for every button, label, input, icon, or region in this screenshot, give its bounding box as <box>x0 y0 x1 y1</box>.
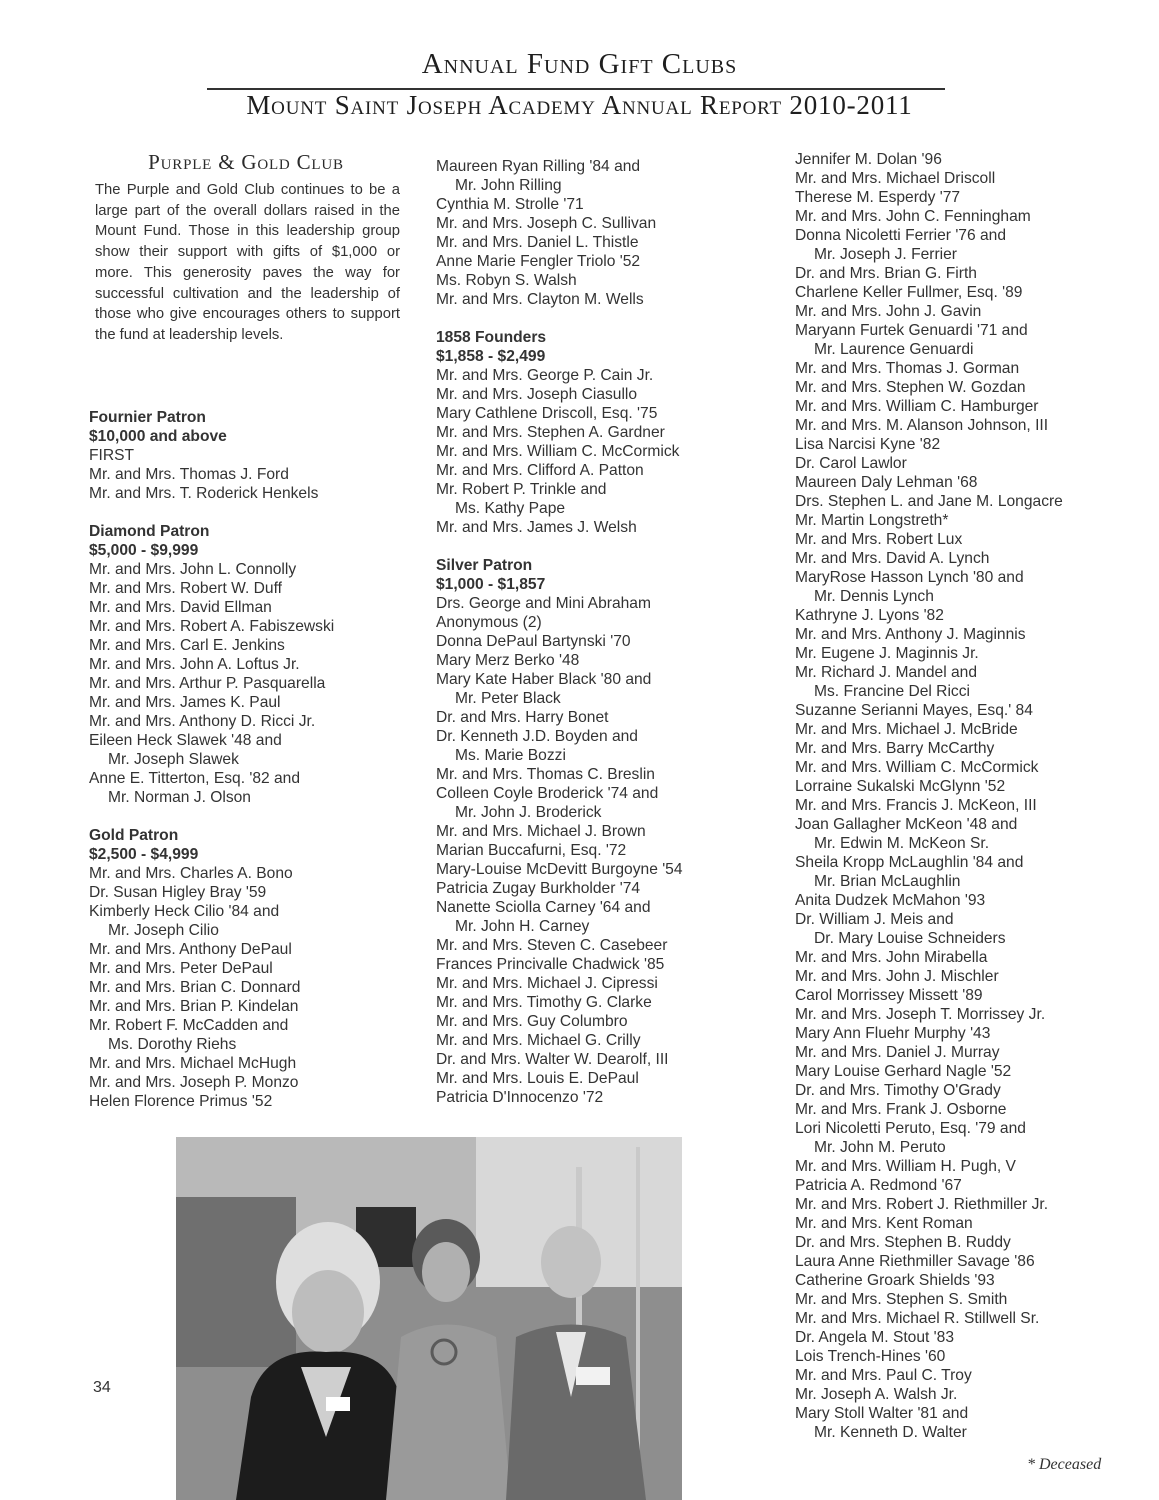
donor-name: Mr. and Mrs. Thomas J. Ford <box>89 466 289 483</box>
donor-name: Mr. and Mrs. James K. Paul <box>89 694 281 711</box>
donor-name: Mr. and Mrs. Barry McCarthy <box>795 740 995 757</box>
donor-name: Mr. and Mrs. William C. McCormick <box>795 759 1039 776</box>
donor-name: Mary Ann Fluehr Murphy '43 <box>795 1025 991 1042</box>
donor-name: Kimberly Heck Cilio '84 and <box>89 903 280 920</box>
donor-name: Mr. and Mrs. William H. Pugh, V <box>795 1158 1016 1175</box>
section-spacer <box>89 503 334 522</box>
donor-name: Mr. and Mrs. Arthur P. Pasquarella <box>89 675 326 692</box>
section-spacer <box>436 537 683 556</box>
donor-name: Mr. and Mrs. Michael Driscoll <box>795 170 996 187</box>
donor-name: FIRST <box>89 447 135 464</box>
donor-name: Mr. and Mrs. Michael G. Crilly <box>436 1032 641 1049</box>
donor-name: Laura Anne Riethmiller Savage '86 <box>795 1253 1035 1270</box>
donor-name: Mr. and Mrs. Clifford A. Patton <box>436 462 644 479</box>
donor-name: Mr. Richard J. Mandel and <box>795 664 978 681</box>
gift-level-heading: $2,500 - $4,999 <box>89 846 199 863</box>
donor-name: Mr. and Mrs. Kent Roman <box>795 1215 973 1232</box>
club-intro-paragraph: The Purple and Gold Club continues to be a large part of the overall dollars raised in the Mount Fund. Those in this leadership group show their support with gifts of $1,000 or more. This generosity paves the way for successful cultivation and the leadership of those who give encourages others to support the fund at leadership levels. <box>95 182 400 343</box>
donor-name: Mr. John J. Broderick <box>455 804 602 821</box>
donor-name: Helen Florence Primus '52 <box>89 1093 273 1110</box>
donor-name: Mr. and Mrs. Louis E. DePaul <box>436 1070 639 1087</box>
donor-name: Mr. Joseph J. Ferrier <box>814 246 957 263</box>
donor-name: Jennifer M. Dolan '96 <box>795 151 942 168</box>
donor-name: Mr. and Mrs. Joseph C. Sullivan <box>436 215 657 232</box>
donor-name: Mr. and Mrs. John C. Fenningham <box>795 208 1031 225</box>
gift-level-heading: Silver Patron <box>436 557 533 574</box>
donor-name: Mr. and Mrs. Anthony J. Maginnis <box>795 626 1026 643</box>
donor-column-2 <box>436 157 683 1107</box>
donor-name: Mr. and Mrs. Robert Lux <box>795 531 963 548</box>
club-title: Purple & Gold Club <box>148 150 344 174</box>
donor-name: Mr. and Mrs. Michael McHugh <box>89 1055 297 1072</box>
donor-name: Anonymous (2) <box>436 614 542 631</box>
donor-name: Mary Merz Berko '48 <box>436 652 580 669</box>
donor-name: Mr. and Mrs. Charles A. Bono <box>89 865 293 882</box>
donor-name: Suzanne Serianni Mayes, Esq.' 84 <box>795 702 1033 719</box>
donor-name: Dr. Angela M. Stout '83 <box>795 1329 955 1346</box>
donor-name: Eileen Heck Slawek '48 and <box>89 732 282 749</box>
donor-name: Lorraine Sukalski McGlynn '52 <box>795 778 1006 795</box>
donor-name: Mr. and Mrs. Stephen S. Smith <box>795 1291 1008 1308</box>
donor-name: Mr. Peter Black <box>455 690 561 707</box>
donor-name: Mr. and Mrs. Joseph Ciasullo <box>436 386 638 403</box>
donor-name: Ms. Francine Del Ricci <box>814 683 970 700</box>
donor-name: Cynthia M. Strolle '71 <box>436 196 584 213</box>
donor-name: Mr. and Mrs. George P. Cain Jr. <box>436 367 654 384</box>
donor-name: Mr. and Mrs. John J. Gavin <box>795 303 982 320</box>
donor-name: Mr. and Mrs. M. Alanson Johnson, III <box>795 417 1049 434</box>
donor-name: Dr. and Mrs. Stephen B. Ruddy <box>795 1234 1011 1251</box>
donor-name: Mr. and Mrs. William C. McCormick <box>436 443 680 460</box>
donor-name: Mr. Laurence Genuardi <box>814 341 974 358</box>
donor-name: Lori Nicoletti Peruto, Esq. '79 and <box>795 1120 1026 1137</box>
donor-name: Carol Morrissey Missett '89 <box>795 987 983 1004</box>
donor-name: Mary-Louise McDevitt Burgoyne '54 <box>436 861 683 878</box>
donor-name: Mr. and Mrs. Michael J. Brown <box>436 823 646 840</box>
donor-name: Donna DePaul Bartynski '70 <box>436 633 631 650</box>
gift-level-heading: Fournier Patron <box>89 409 206 426</box>
donor-name: Mr. John Rilling <box>455 177 562 194</box>
donor-name: Mr. and Mrs. Stephen W. Gozdan <box>795 379 1026 396</box>
donor-name: Dr. and Mrs. Walter W. Dearolf, III <box>436 1051 669 1068</box>
page-number: 34 <box>93 1379 111 1396</box>
donor-name: Ms. Dorothy Riehs <box>108 1036 237 1053</box>
donor-name: Kathryne J. Lyons '82 <box>795 607 944 624</box>
donor-name: Mr. and Mrs. Francis J. McKeon, III <box>795 797 1037 814</box>
donor-name: Mr. and Mrs. Timothy G. Clarke <box>436 994 652 1011</box>
donor-name: Mary Cathlene Driscoll, Esq. '75 <box>436 405 658 422</box>
donor-name: Mr. John H. Carney <box>455 918 590 935</box>
gift-level-heading: $5,000 - $9,999 <box>89 542 199 559</box>
donor-name: Lois Trench-Hines '60 <box>795 1348 946 1365</box>
donor-name: Mr. and Mrs. Frank J. Osborne <box>795 1101 1007 1118</box>
donor-name: Mr. and Mrs. John A. Loftus Jr. <box>89 656 300 673</box>
donor-name: Mr. and Mrs. Daniel J. Murray <box>795 1044 1000 1061</box>
donor-name: Dr. Mary Louise Schneiders <box>814 930 1006 947</box>
donor-name: Mr. and Mrs. John J. Mischler <box>795 968 999 985</box>
donor-name: Mr. Joseph A. Walsh Jr. <box>795 1386 958 1403</box>
donor-name: Mr. and Mrs. Peter DePaul <box>89 960 273 977</box>
donor-name: Mr. Joseph Slawek <box>108 751 239 768</box>
donor-name: MaryRose Hasson Lynch '80 and <box>795 569 1024 586</box>
donor-name: Charlene Keller Fullmer, Esq. '89 <box>795 284 1023 301</box>
donor-name: Mr. and Mrs. Robert A. Fabiszewski <box>89 618 335 635</box>
donor-name: Maureen Ryan Rilling '84 and <box>436 158 641 175</box>
donor-name: Mr. Edwin M. McKeon Sr. <box>814 835 990 852</box>
donor-name: Mr. and Mrs. Daniel L. Thistle <box>436 234 639 251</box>
donor-name: Sheila Kropp McLaughlin '84 and <box>795 854 1024 871</box>
donor-name: Mr. Robert P. Trinkle and <box>436 481 607 498</box>
donor-name: Mr. and Mrs. Brian P. Kindelan <box>89 998 299 1015</box>
donor-name: Dr. Carol Lawlor <box>795 455 907 472</box>
donor-name: Ms. Kathy Pape <box>455 500 566 517</box>
donor-name: Dr. and Mrs. Brian G. Firth <box>795 265 977 282</box>
donor-name: Anne Marie Fengler Triolo '52 <box>436 253 641 270</box>
donor-name: Mr. and Mrs. William C. Hamburger <box>795 398 1039 415</box>
donor-name: Mr. and Mrs. David Ellman <box>89 599 272 616</box>
gift-level-heading: $1,000 - $1,857 <box>436 576 546 593</box>
donor-name: Catherine Groark Shields '93 <box>795 1272 995 1289</box>
donor-name: Mary Stoll Walter '81 and <box>795 1405 969 1422</box>
gift-level-heading: $1,858 - $2,499 <box>436 348 546 365</box>
donor-name: Ms. Marie Bozzi <box>455 747 566 764</box>
donor-name: Mr. Robert F. McCadden and <box>89 1017 289 1034</box>
report-title: Annual Fund Gift Clubs <box>421 48 738 80</box>
donor-name: Mr. and Mrs. Stephen A. Gardner <box>436 424 665 441</box>
donor-name: Mr. and Mrs. John Mirabella <box>795 949 988 966</box>
donor-name: Mr. and Mrs. James J. Welsh <box>436 519 637 536</box>
donor-name: Mr. and Mrs. Anthony D. Ricci Jr. <box>89 713 316 730</box>
donor-name: Mr. and Mrs. T. Roderick Henkels <box>89 485 319 502</box>
donor-column-1 <box>89 408 334 1111</box>
event-photo-graphic <box>176 1137 682 1500</box>
donor-name: Mr. and Mrs. Joseph P. Monzo <box>89 1074 299 1091</box>
donor-name: Mr. and Mrs. Robert W. Duff <box>89 580 282 597</box>
donor-name: Mr. Dennis Lynch <box>814 588 934 605</box>
event-photo <box>176 1137 682 1500</box>
donor-name: Anne E. Titterton, Esq. '82 and <box>89 770 301 787</box>
donor-name: Mr. Joseph Cilio <box>108 922 219 939</box>
donor-name: Mr. and Mrs. David A. Lynch <box>795 550 990 567</box>
donor-name: Mary Louise Gerhard Nagle '52 <box>795 1063 1012 1080</box>
donor-name: Mr. and Mrs. Paul C. Troy <box>795 1367 972 1384</box>
donor-name: Mary Kate Haber Black '80 and <box>436 671 652 688</box>
donor-name: Mr. Eugene J. Maginnis Jr. <box>795 645 979 662</box>
donor-name: Frances Princivalle Chadwick '85 <box>436 956 665 973</box>
donor-name: Mr. and Mrs. Guy Columbro <box>436 1013 628 1030</box>
donor-name: Mr. Brian McLaughlin <box>814 873 961 890</box>
donor-name: Mr. and Mrs. Carl E. Jenkins <box>89 637 285 654</box>
deceased-footnote: * Deceased <box>1027 1456 1102 1473</box>
donor-name: Mr. and Mrs. John L. Connolly <box>89 561 297 578</box>
donor-name: Mr. and Mrs. Thomas C. Breslin <box>436 766 655 783</box>
donor-name: Mr. Kenneth D. Walter <box>814 1424 967 1441</box>
section-spacer <box>436 309 683 328</box>
donor-name: Patricia Zugay Burkholder '74 <box>436 880 641 897</box>
donor-name: Mr. and Mrs. Clayton M. Wells <box>436 291 644 308</box>
donor-name: Mr. Martin Longstreth* <box>795 512 949 529</box>
donor-name: Drs. George and Mini Abraham <box>436 595 651 612</box>
donor-name: Dr. William J. Meis and <box>795 911 954 928</box>
donor-name: Mr. and Mrs. Anthony DePaul <box>89 941 292 958</box>
donor-column-3 <box>795 150 1063 1442</box>
donor-name: Dr. Susan Higley Bray '59 <box>89 884 267 901</box>
donor-name: Patricia D'Innocenzo '72 <box>436 1089 604 1106</box>
donor-name: Maureen Daly Lehman '68 <box>795 474 978 491</box>
section-spacer <box>89 807 334 826</box>
donor-name: Dr. and Mrs. Harry Bonet <box>436 709 609 726</box>
donor-name: Colleen Coyle Broderick '74 and <box>436 785 659 802</box>
donor-name: Donna Nicoletti Ferrier '76 and <box>795 227 1006 244</box>
gift-level-heading: Gold Patron <box>89 827 179 844</box>
donor-name: Mr. and Mrs. Michael R. Stillwell Sr. <box>795 1310 1040 1327</box>
donor-name: Nanette Sciolla Carney '64 and <box>436 899 651 916</box>
donor-name: Drs. Stephen L. and Jane M. Longacre <box>795 493 1063 510</box>
donor-name: Mr. Norman J. Olson <box>108 789 251 806</box>
donor-name: Mr. and Mrs. Thomas J. Gorman <box>795 360 1020 377</box>
donor-name: Mr. and Mrs. Brian C. Donnard <box>89 979 301 996</box>
report-subtitle: Mount Saint Joseph Academy Annual Report 2010-2011 <box>246 90 913 120</box>
donor-name: Joan Gallagher McKeon '48 and <box>795 816 1018 833</box>
gift-level-heading: $10,000 and above <box>89 428 227 445</box>
donor-name: Mr. John M. Peruto <box>814 1139 946 1156</box>
donor-name: Therese M. Esperdy '77 <box>795 189 961 206</box>
donor-name: Mr. and Mrs. Joseph T. Morrissey Jr. <box>795 1006 1046 1023</box>
donor-name: Mr. and Mrs. Michael J. Cipressi <box>436 975 658 992</box>
donor-name: Patricia A. Redmond '67 <box>795 1177 962 1194</box>
donor-name: Ms. Robyn S. Walsh <box>436 272 577 289</box>
donor-name: Marian Buccafurni, Esq. '72 <box>436 842 627 859</box>
donor-name: Mr. and Mrs. Steven C. Casebeer <box>436 937 668 954</box>
donor-name: Mr. and Mrs. Robert J. Riethmiller Jr. <box>795 1196 1049 1213</box>
donor-name: Dr. Kenneth J.D. Boyden and <box>436 728 638 745</box>
donor-name: Mr. and Mrs. Michael J. McBride <box>795 721 1018 738</box>
donor-name: Dr. and Mrs. Timothy O'Grady <box>795 1082 1001 1099</box>
gift-level-heading: Diamond Patron <box>89 523 210 540</box>
donor-name: Anita Dudzek McMahon '93 <box>795 892 986 909</box>
donor-name: Lisa Narcisi Kyne '82 <box>795 436 941 453</box>
gift-level-heading: 1858 Founders <box>436 329 547 346</box>
donor-name: Maryann Furtek Genuardi '71 and <box>795 322 1028 339</box>
